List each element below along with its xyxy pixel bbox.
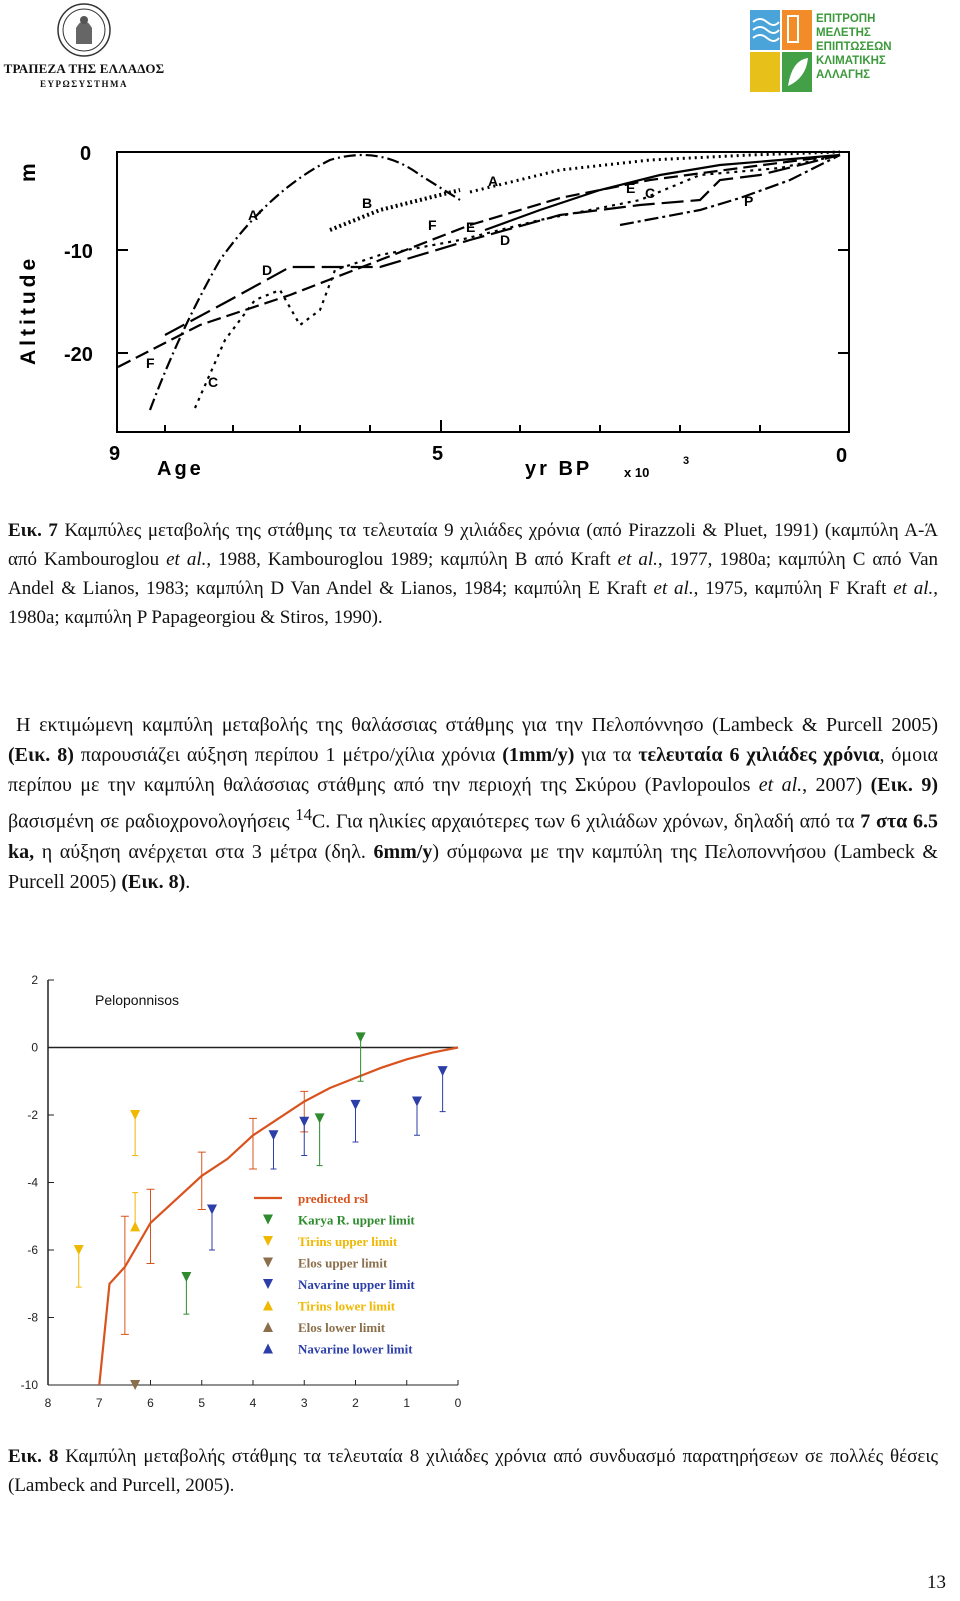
curve-label-F: F [428, 217, 437, 233]
legend-marker [263, 1236, 273, 1246]
bank-name: ΤΡΑΠΕΖΑ ΤΗΣ ΕΛΛΑΔΟΣ [3, 61, 165, 76]
ytick-2: -20 [64, 344, 93, 366]
legend-label: Karya R. upper limit [298, 1212, 415, 1228]
curve-label-D: D [500, 232, 511, 248]
data-point [412, 1097, 422, 1107]
climate-committee-icon [748, 8, 814, 94]
curve-label-E2: E [626, 180, 636, 196]
curve-label-A: A [488, 173, 499, 189]
xtick-label: 8 [44, 1396, 52, 1410]
figure-8 [0, 960, 480, 1420]
y-axis-unit: m [17, 163, 40, 182]
data-point [130, 1221, 140, 1231]
y-axis-label: Altitude [17, 254, 40, 365]
ytick-1: -10 [64, 241, 93, 263]
caption-figure-7 [8, 516, 938, 632]
data-point [351, 1100, 361, 1110]
ytick-label: -2 [27, 1108, 38, 1122]
curve-label-E: E [466, 219, 476, 235]
ytick-label: 2 [31, 973, 38, 987]
bank-seal-icon [0, 0, 168, 60]
curve-label-B: B [362, 195, 373, 211]
caption-7-text: Καμπύλες μεταβολής της στάθμης τα τελευταία 9 χιλιάδες χρόνια (από Pirazzoli & Pluet, 1991) (καμπύλη Α-Ά από Kambouroglou et al., 1988, Kambouroglou 1989; καμπύλη Β από Kraft et al., 1977, 1980a; καμπύλη C από Van Andel & Lianos, 1983; καμπύλη D Van Andel & Lianos, 1984; καμπύλη E Kraft et al., 1975, καμπύλη F Kraft et al., 1980a; καμπύλη P Papageorgiou & Stiros, 1990). [8, 520, 939, 628]
data-point [299, 1117, 309, 1127]
legend-marker [263, 1322, 273, 1332]
ytick-label: -10 [20, 1378, 38, 1392]
committee-name: ΕΠΙΤΡΟΠΗ ΜΕΛΕΤΗΣ ΕΠΙΠΤΩΣΕΩΝ ΚΛΙΜΑΤΙΚΗΣ ΑΛΛΑΓΗΣ [816, 13, 892, 81]
chart-title: Peloponnisos [95, 992, 180, 1008]
data-point [269, 1130, 279, 1140]
curve-label-D2: D [262, 262, 273, 278]
legend-label: Elos upper limit [298, 1255, 388, 1271]
xtick-label: 5 [198, 1396, 206, 1410]
ytick-label: 0 [31, 1040, 38, 1055]
plot-frame [117, 152, 849, 432]
x-axis-unit: x 10 [624, 465, 650, 480]
legend-label: Tirins lower limit [298, 1298, 396, 1314]
legend-marker [263, 1301, 273, 1311]
xtick-0: 9 [109, 443, 121, 465]
xtick-label: 4 [249, 1396, 257, 1410]
data-point [74, 1245, 84, 1255]
xtick-2: 0 [836, 445, 848, 467]
caption-figure-8 [8, 1442, 938, 1500]
legend-label-predicted: predicted rsl [298, 1191, 369, 1206]
xtick-label: 1 [403, 1396, 411, 1410]
ytick-label: -8 [27, 1310, 38, 1325]
xtick-label: 0 [454, 1396, 462, 1410]
ytick-label: -6 [27, 1243, 38, 1257]
climate-committee-logo [748, 6, 948, 101]
figure-7-plot [0, 130, 960, 500]
legend-marker [263, 1258, 273, 1268]
legend-label: Tirins upper limit [298, 1234, 398, 1249]
legend-marker [263, 1279, 273, 1289]
x-axis-label-left: Age [157, 458, 204, 480]
figure-7 [0, 130, 960, 500]
page-number: 13 [927, 1572, 946, 1593]
caption-8-text: Καμπύλη μεταβολής στάθμης τα τελευταία 8 χιλιάδες χρόνια από συνδυασμό παρατηρήσεων σε πολλές θέσεις (Lambeck and Purcell, 2005). [8, 1446, 938, 1496]
curve-label-F2: F [146, 355, 155, 371]
xtick-label: 2 [352, 1396, 359, 1410]
body-paragraph: Η εκτιμώμενη καμπύλη μεταβολής της θαλάσσιας στάθμης για την Πελοπόννησο (Lambeck & Purcell 2005) (Εικ. 8) παρουσιάζει αύξηση περίπου 1 μέτρο/χίλια χρόνια (1mm/y) για τα τελευταία 6 χιλιάδες χρόνια, όμοια περίπου με την καμπύλη θαλάσσιας στάθμης από την περιοχή της Σκύρου (Pavlopoulos et al., 2007) (Εικ. 9) βασισμένη σε ραδιοχρονολογήσεις $^{14}$C. Για ηλικίες αρχαιότερες των 6 χιλιάδων χρόνων, δηλαδή από τα 7 στα 6.5 ka, η αύξηση ανέρχεται στα 3 μέτρα (δηλ. 6mm/y) σύμφωνα με την καμπύλη της Πελοποννήσου (Lambeck & Purcell 2005) (Εικ. 8). [8, 714, 938, 893]
ytick-0: 0 [80, 143, 92, 165]
data-point [181, 1272, 191, 1282]
bank-subtitle: ΕΥΡΩΣΥΣΤΗΜΑ [40, 79, 128, 89]
x-axis-label-right: yr BP [525, 458, 593, 480]
xtick-1: 5 [432, 443, 444, 465]
caption-7-label: Εικ. 7 [8, 520, 58, 541]
data-point [438, 1066, 448, 1076]
data-point [207, 1205, 217, 1215]
xtick-label: 6 [147, 1396, 154, 1410]
data-point [315, 1113, 325, 1123]
bank-of-greece-logo [0, 0, 170, 100]
curve-label-P: P [744, 193, 754, 209]
data-point [356, 1032, 366, 1042]
data-point [130, 1110, 140, 1120]
x-axis-unit-exp: 3 [683, 455, 690, 467]
legend-label: Navarine lower limit [298, 1341, 413, 1357]
curve-label-A-prime: A' [248, 207, 262, 223]
curve-label-C: C [645, 185, 656, 201]
caption-8-label: Εικ. 8 [8, 1446, 59, 1467]
legend-marker [263, 1344, 273, 1354]
legend-marker [263, 1215, 273, 1225]
figure-8-chart [0, 960, 480, 1420]
xtick-label: 3 [300, 1396, 308, 1410]
legend-label: Navarine upper limit [298, 1277, 415, 1292]
xtick-label: 7 [95, 1396, 103, 1410]
ytick-label: -4 [27, 1175, 38, 1190]
legend-label: Elos lower limit [298, 1320, 386, 1335]
curve-label-C2: C [208, 374, 219, 390]
